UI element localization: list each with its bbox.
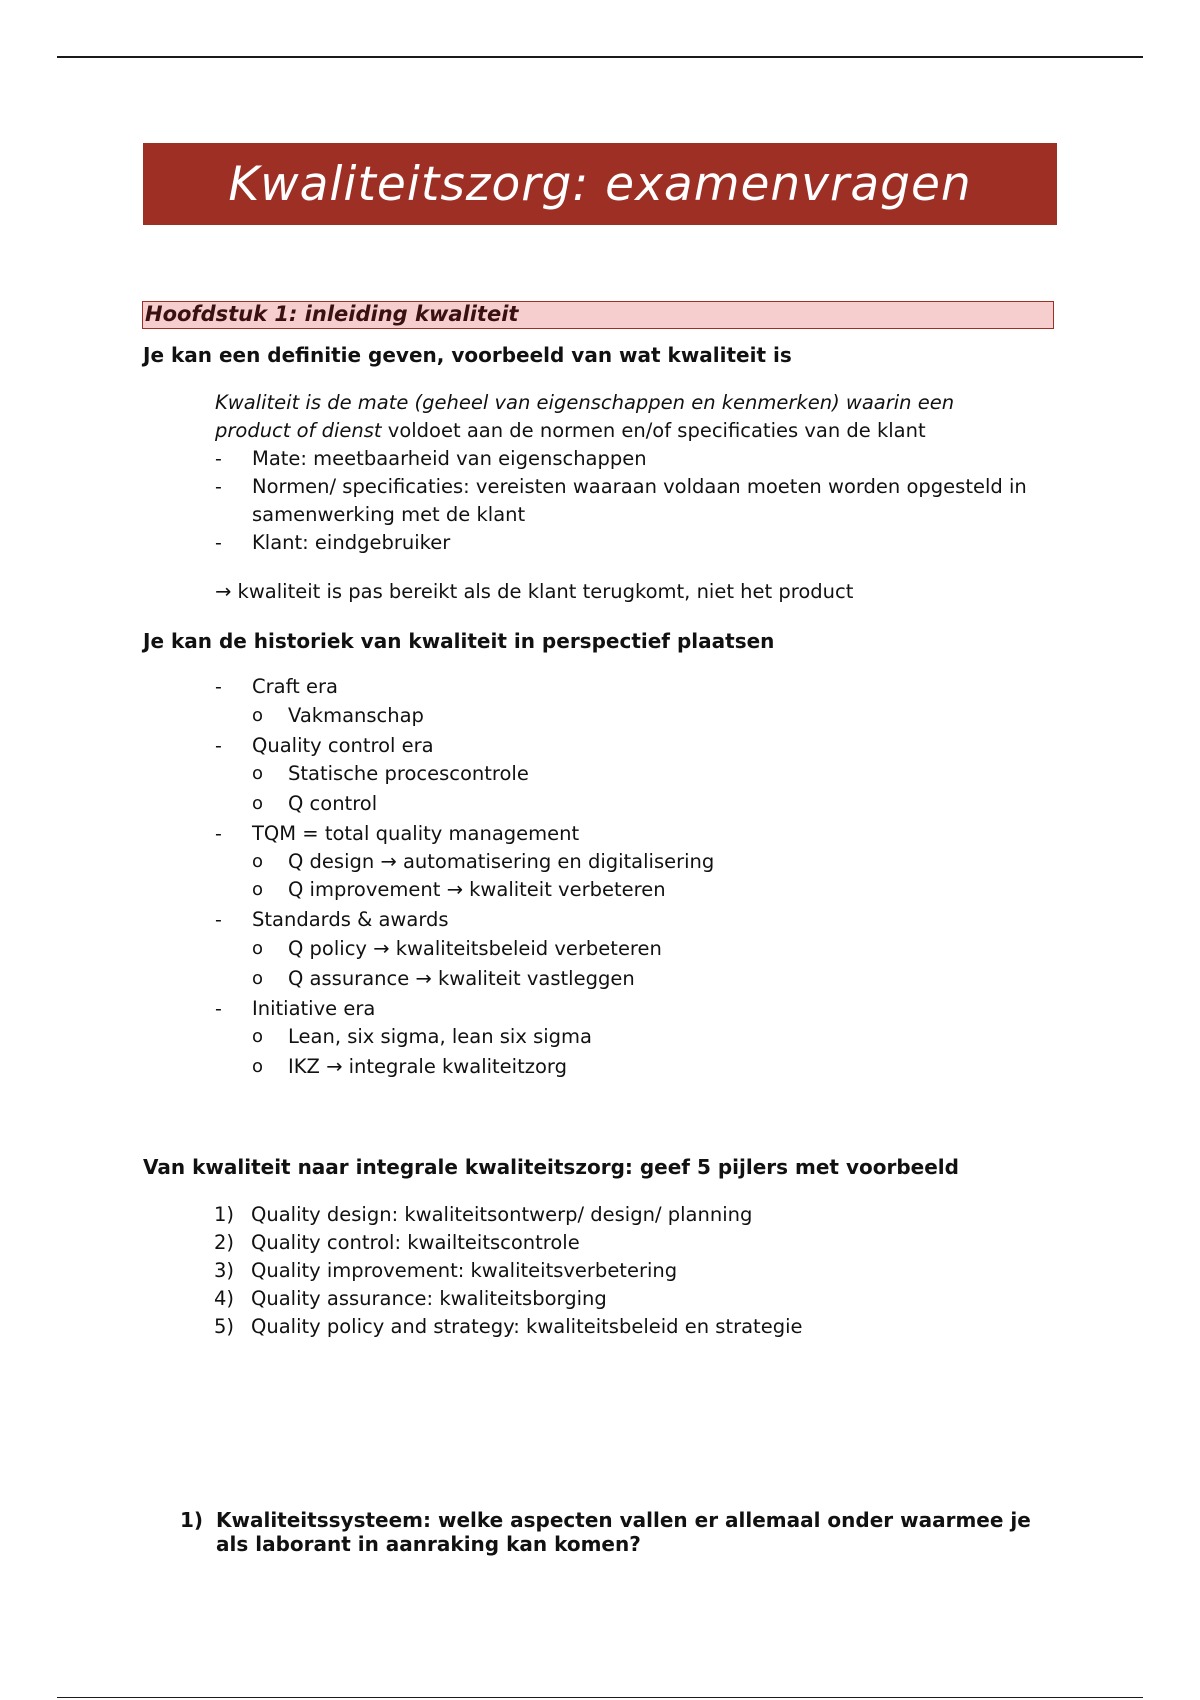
title-banner	[143, 143, 1057, 225]
pillar-number: 4)	[214, 1287, 235, 1310]
pillar-number: 2)	[214, 1231, 235, 1254]
section2-heading: Je kan de historiek van kwaliteit in perspectief plaatsen	[143, 629, 775, 653]
page-title: Kwaliteitszorg: examenvragen	[228, 156, 972, 212]
era-item: Craft era	[252, 675, 338, 698]
era-subitem: Q policy → kwaliteitsbeleid verbeteren	[288, 937, 662, 960]
definition-item-continued: samenwerking met de klant	[252, 503, 526, 526]
bullet-marker: o	[252, 968, 264, 989]
era-item: Initiative era	[252, 997, 376, 1020]
era-subitem: Q assurance → kwaliteit vastleggen	[288, 967, 635, 990]
dash-marker: -	[215, 448, 222, 470]
era-item: Standards & awards	[252, 908, 449, 931]
top-rule	[57, 56, 1143, 58]
question-number: 1)	[180, 1508, 204, 1532]
era-subitem: Q design → automatisering en digitalisering	[288, 850, 715, 873]
bullet-marker: o	[252, 1056, 264, 1077]
bottom-rule	[57, 1697, 1143, 1698]
bullet-marker: o	[252, 793, 264, 814]
definition-rest: voldoet aan de normen en/of specificaties van de klant	[381, 419, 926, 442]
pillar-item: Quality improvement: kwaliteitsverbetering	[251, 1259, 678, 1282]
era-subitem: Q improvement → kwaliteit verbeteren	[288, 878, 666, 901]
bullet-marker: o	[252, 879, 264, 900]
section3-heading: Van kwaliteit naar integrale kwaliteitszorg: geef 5 pijlers met voorbeeld	[143, 1155, 959, 1179]
era-item: TQM = total quality management	[252, 822, 580, 845]
question-line-2: als laborant in aanraking kan komen?	[216, 1532, 641, 1556]
definition-item: Klant: eindgebruiker	[252, 531, 451, 554]
era-subitem: IKZ → integrale kwaliteitzorg	[288, 1055, 567, 1078]
era-item: Quality control era	[252, 734, 434, 757]
pillar-item: Quality design: kwaliteitsontwerp/ design/ planning	[251, 1203, 753, 1226]
pillar-number: 3)	[214, 1259, 235, 1282]
bullet-marker: o	[252, 1026, 264, 1047]
definition-line-1: Kwaliteit is de mate (geheel van eigenschappen en kenmerken) waarin een	[215, 391, 955, 414]
pillar-item: Quality control: kwailteitscontrole	[251, 1231, 580, 1254]
question-line-1: Kwaliteitssysteem: welke aspecten vallen er allemaal onder waarmee je	[216, 1508, 1031, 1532]
dash-marker: -	[215, 735, 222, 757]
era-subitem: Q control	[288, 792, 378, 815]
definition-italic-part: product of dienst	[215, 419, 382, 442]
pillar-number: 5)	[214, 1315, 235, 1338]
dash-marker: -	[215, 676, 222, 698]
dash-marker: -	[215, 476, 222, 498]
chapter-heading: Hoofdstuk 1: inleiding kwaliteit	[142, 301, 1054, 329]
section1-heading: Je kan een definitie geven, voorbeeld van wat kwaliteit is	[143, 343, 792, 367]
dash-marker: -	[215, 909, 222, 931]
definition-line-2	[215, 419, 926, 443]
bullet-marker: o	[252, 705, 264, 726]
era-subitem: Lean, six sigma, lean six sigma	[288, 1025, 592, 1048]
pillar-item: Quality assurance: kwaliteitsborging	[251, 1287, 607, 1310]
era-subitem: Statische procescontrole	[288, 762, 529, 785]
bullet-marker: o	[252, 851, 264, 872]
bullet-marker: o	[252, 938, 264, 959]
era-subitem: Vakmanschap	[288, 704, 424, 727]
conclusion-line: → kwaliteit is pas bereikt als de klant terugkomt, niet het product	[215, 580, 854, 603]
definition-item: Normen/ specificaties: vereisten waaraan voldaan moeten worden opgesteld in	[252, 475, 1027, 498]
definition-item: Mate: meetbaarheid van eigenschappen	[252, 447, 647, 470]
dash-marker: -	[215, 823, 222, 845]
dash-marker: -	[215, 998, 222, 1020]
bullet-marker: o	[252, 763, 264, 784]
dash-marker: -	[215, 532, 222, 554]
pillar-item: Quality policy and strategy: kwaliteitsbeleid en strategie	[251, 1315, 803, 1338]
pillar-number: 1)	[214, 1203, 235, 1226]
